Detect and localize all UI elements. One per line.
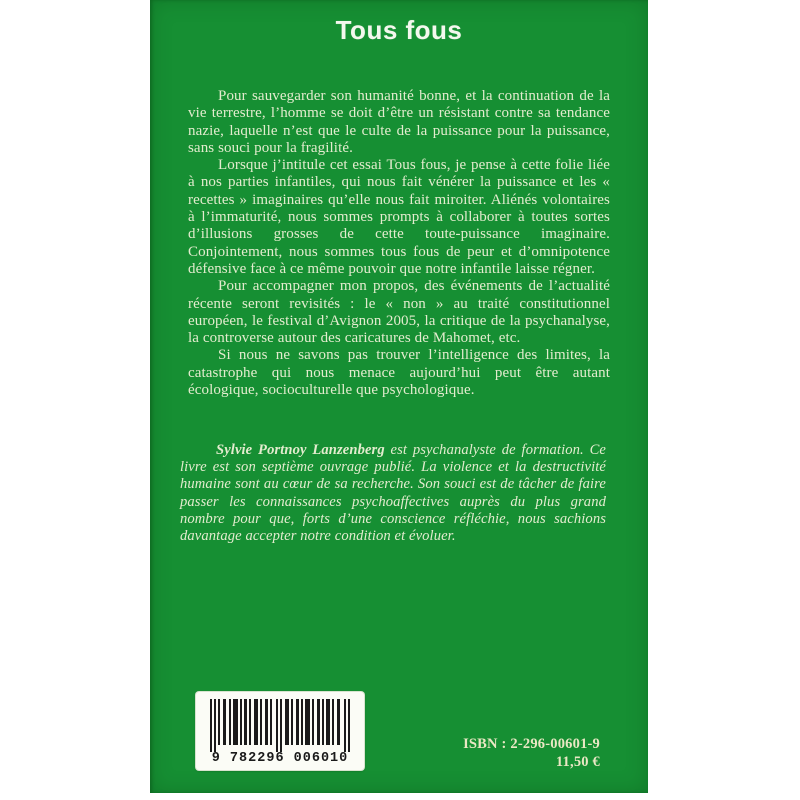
barcode-digits: 9 782296 006010 (211, 751, 349, 766)
author-bio-rest: est psychanalyste de formation. Ce livre est son septième ouvrage publié. La violence et la destructivité humaine sont au cœur de sa recherche. Son souci est de tâcher de faire passer les connaissances psychoaffectives auprès du plus grand nombre pour que, forts d’une conscience réfléchie, nous sachions davantage accepter notre condition et évoluer. (180, 442, 606, 545)
synopsis (188, 88, 610, 399)
barcode (196, 692, 364, 770)
synopsis-paragraph-3: Pour accompagner mon propos, des événements de l’actualité récente seront revisités : le « non » au traité constitutionnel européen, le festival d’Avignon 2005, la critique de la psychanalyse, la controverse autour des caricatures de Mahomet, etc. (188, 278, 610, 347)
isbn-label: ISBN : 2-296-00601-9 (463, 736, 600, 752)
isbn-price-block (463, 735, 600, 771)
book-title: Tous fous (335, 15, 463, 45)
synopsis-paragraph-1: Pour sauvegarder son humanité bonne, et la continuation de la vie terrestre, l’homme se doit d’être un résistant contre sa tendance nazie, laquelle n’est que le culte de la puissance pour la puissance, sans souci pour la fragilité. (188, 88, 610, 156)
author-name: Sylvie Portnoy Lanzenberg (216, 442, 385, 458)
book-back-cover (150, 0, 648, 793)
author-bio (180, 442, 606, 545)
synopsis-paragraph-2: Lorsque j’intitule cet essai Tous fous, je pense à cette folie liée à nos parties infantiles, qui nous fait vénérer la puissance et les « recettes » imaginaires qu’elle nous fait miroiter. Aliénés volontaires à l’immaturité, nous sommes prompts à collaborer à toutes sortes d’illusions grosses de cette toute-puissance imaginaire. Conjointement, nous sommes tous fous de peur et d’omnipotence défensive face à ce même pouvoir que notre infantile laisse régner. (188, 157, 610, 277)
price-label: 11,50 € (555, 754, 600, 770)
barcode-bars-icon (210, 699, 350, 752)
author-bio-text (180, 442, 606, 545)
synopsis-paragraph-4: Si nous ne savons pas trouver l’intelligence des limites, la catastrophe qui nous menace aujourd’hui peut être autant écologique, socioculturelle que psychologique. (188, 347, 610, 399)
